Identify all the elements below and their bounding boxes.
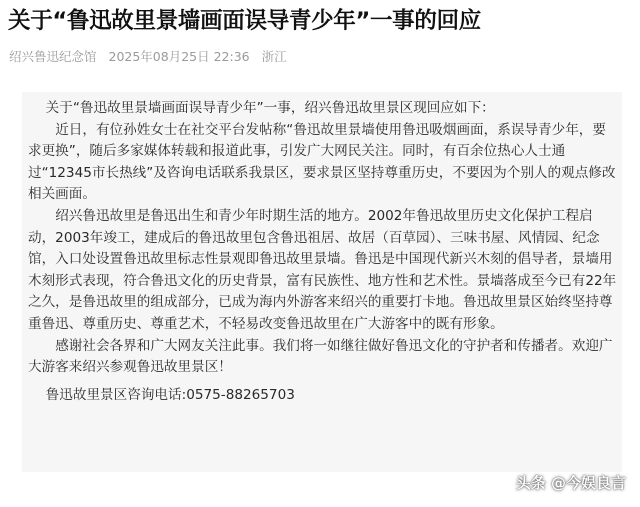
- author-link[interactable]: 绍兴鲁迅纪念馆: [9, 49, 97, 64]
- publish-location: 浙江: [261, 49, 287, 64]
- publish-datetime: 2025年08月25日 22:36: [108, 49, 250, 64]
- article-title: 关于“鲁迅故里景墙画面误导青少年”一事的回应: [8, 8, 481, 34]
- statement-body: [28, 98, 618, 406]
- statement-intro: 关于“鲁迅故里景墙画面误导青少年”一事，绍兴鲁迅故里景区现回应如下：: [45, 100, 495, 116]
- statement-paragraph: 近日，有位孙姓女士在社交平台发帖称“鲁迅故里景墙使用鲁迅吸烟画面，系误导青少年，要求更换”，随后多家媒体转载和报道此事，引发广大网民关注。同时，有百余位热心人士通过“12345市长热线”及咨询电话联系我景区，要求景区坚持尊重历史，不要因为个别人的观点修改相关画面。: [28, 121, 616, 203]
- article-meta: [9, 47, 295, 65]
- statement-hotline: 鲁迅故里景区咨询电话:0575-88265703: [45, 386, 295, 403]
- statement-paragraph: 感谢社会各界和广大网友关注此事。我们将一如继往做好鲁迅文化的守护者和传播者。欢迎广大游客来绍兴参观鲁迅故里景区！: [28, 337, 613, 376]
- source-watermark: 头条 @今娱良言: [515, 474, 626, 492]
- statement-paragraph: 绍兴鲁迅故里是鲁迅出生和青少年时期生活的地方。2002年鲁迅故里历史文化保护工程启动，2003年竣工，建成后的鲁迅故里包含鲁迅祖居、故居（百草园）、三味书屋、风情园、纪念馆，入口处设置鲁迅故里标志性景观即鲁迅故里景墙。鲁迅是中国现代新兴木刻的倡导者，景墙用木刻形式表现，符合鲁迅文化的历史背景，富有民族性、地方性和艺术性。景墙落成至今已有22年之久，是鲁迅故里的组成部分，已成为海内外游客来绍兴的重要打卡地。鲁迅故里景区始终坚持尊重鲁迅、尊重历史、尊重艺术，不轻易改变鲁迅故里在广大游客中的既有形象。: [28, 207, 617, 332]
